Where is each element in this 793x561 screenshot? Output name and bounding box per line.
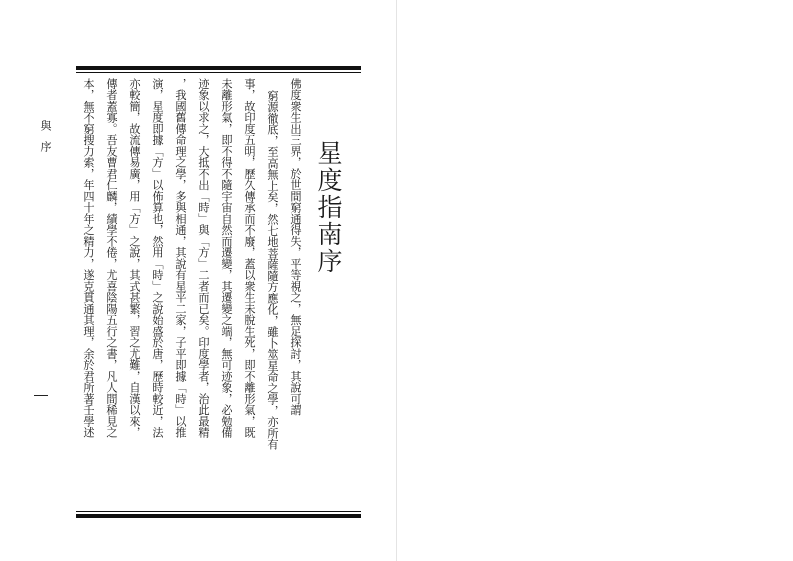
text-column: 未離形氣，即不得不隨宇宙自然而遷變，其遷變之端，無可迹象，必勉備 [220,78,233,438]
page-fold [396,0,397,561]
bottom-border-thin [76,511,361,512]
text-column: 亦較簡，故流傳易廣，用「方」之說，其式甚繁，習之尤難，自漢以來， [128,78,141,438]
preface-title: 星度指南序 [314,140,343,275]
bottom-border-thick [76,514,361,518]
page-number [34,395,48,396]
top-border-thick [76,66,361,70]
text-column: 傳者蓋寡。吾友曹君仁麟，績學不倦，尤喜陰陽五行之書，凡人間稀見之 [105,78,118,438]
top-border-thin [76,72,361,73]
text-column: 迹象以求之，大抵不出「時」與「方」二者而已矣。印度學者，治此最精 [197,78,210,438]
preface-body [80,78,302,508]
text-column: 演，星度即據「方」以佈算也，然用「時」之說始盛於唐，歷時較近，法 [151,78,164,438]
text-column: 佛度衆生出三界，於世間窮通得失，平等視之，無足探討，其說可謂 [289,78,302,416]
margin-label: 與序 [39,120,52,162]
text-column: 窮源徹底，至高無上矣，然七地菩薩隨方應化，雖卜筮星命之學，亦所有 [266,90,279,450]
text-column: 本，無不窮搜力索，年四十年之精力，遂克貫通其理，余於君所著壬學述 [82,78,95,438]
text-column: 事，故印度五明，歷久傳承而不廢，蓋以衆生未脫生死，即不離形氣，既 [243,78,256,438]
text-column: ，我國舊傳命理之學，多與相通，其說有星平二家，子平即據「時」以推 [174,78,187,438]
